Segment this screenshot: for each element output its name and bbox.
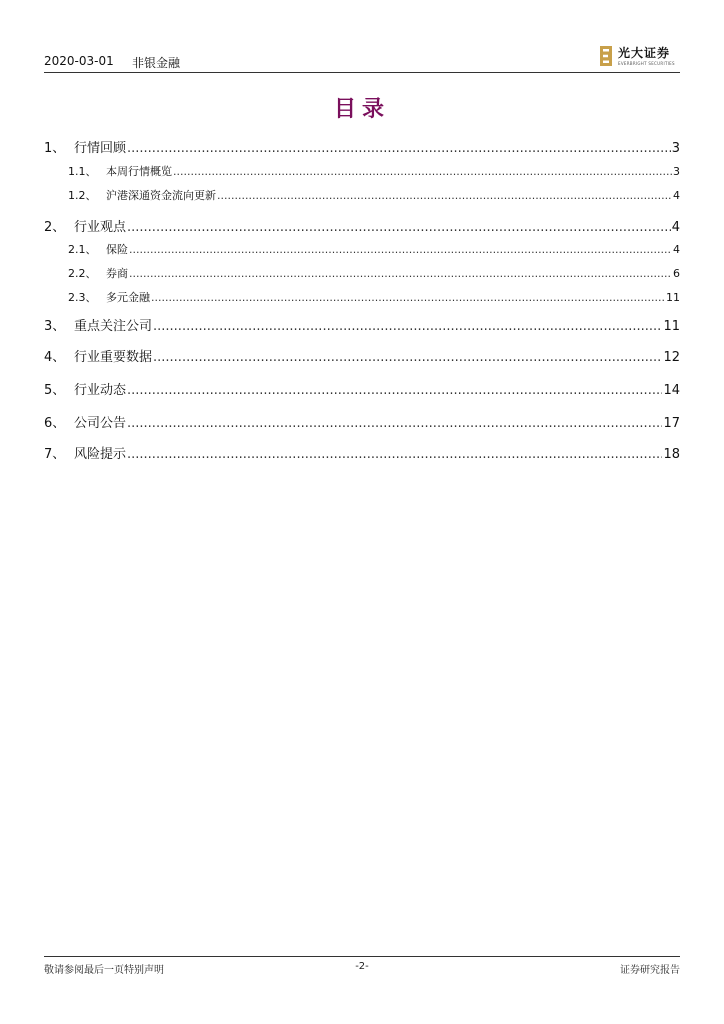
toc-entry-title: 多元金融 [106,291,150,304]
footer-report-type: 证券研究报告 [620,965,680,976]
toc-entry-title: 公司公告 [74,416,127,431]
report-date: 2020-03-01 [44,54,114,68]
toc-entry-page: 11 [663,319,680,334]
sector-name: 非银金融 [132,56,181,70]
page-header [44,46,680,72]
toc-entry[interactable] [44,443,680,461]
toc-dot-leader [129,267,672,280]
toc-entry-page: 17 [663,416,680,431]
toc-entry-number: 2.2、 [68,267,97,280]
toc-dot-leader [127,416,662,431]
toc-entry[interactable] [44,412,680,430]
toc-entry-number: 4、 [44,350,66,365]
toc-entry-title: 行业观点 [74,220,127,235]
toc-title: 目录 [333,97,390,122]
toc-entry-page: 4 [671,220,680,235]
toc-entry[interactable] [44,289,680,305]
logo-name: 光大证券 [618,46,671,60]
toc-entry[interactable] [44,241,680,257]
toc-entry-page: 4 [673,243,680,256]
toc-entry-page: 12 [663,350,680,365]
toc-entry-number: 1.1、 [68,165,97,178]
footer-disclaimer: 敬请参阅最后一页特别声明 [44,965,164,976]
toc-dot-leader [127,220,671,235]
toc-entry-number: 7、 [44,447,66,462]
toc-entry[interactable] [44,379,680,397]
toc-entry-number: 2.3、 [68,291,97,304]
toc-entry-title: 行情回顾 [74,141,127,156]
toc-entry-title: 本周行情概览 [106,165,172,178]
toc-entry-title: 重点关注公司 [74,319,153,334]
toc-entry-title: 保险 [106,243,128,256]
toc-entry-title: 券商 [106,267,128,280]
toc-entry-page: 4 [673,189,680,202]
footer-page-number: -2- [355,961,369,972]
toc-entry-number: 2、 [44,220,66,235]
toc-entry-title: 风险提示 [74,447,127,462]
toc-dot-leader [127,447,662,462]
toc-entry-number: 3、 [44,319,66,334]
toc-entry-page: 11 [666,291,680,304]
toc-dot-leader [153,319,662,334]
toc-entry-page: 14 [663,383,680,398]
toc-dot-leader [151,291,665,304]
toc-entry-title: 沪港深通资金流向更新 [106,189,216,202]
toc-entry-page: 18 [663,447,680,462]
toc-dot-leader [173,165,672,178]
toc-entry-number: 1.2、 [68,189,97,202]
logo-subtitle: EVERBRIGHT SECURITIES [618,61,675,66]
toc-dot-leader [217,189,672,202]
toc-entry-page: 6 [673,267,680,280]
toc-entry[interactable] [44,163,680,179]
toc-dot-leader [127,383,662,398]
toc-entry[interactable] [44,137,680,155]
toc-entry[interactable] [44,315,680,333]
toc-entry[interactable] [44,187,680,203]
toc-dot-leader [129,243,672,256]
toc-dot-leader [127,141,671,156]
logo-mark-icon [600,46,612,66]
toc-entry-title: 行业动态 [74,383,127,398]
toc-entry[interactable] [44,346,680,364]
toc-entry-number: 1、 [44,141,66,156]
toc-entry-number: 5、 [44,383,66,398]
toc-entry[interactable] [44,265,680,281]
toc-entry-title: 行业重要数据 [74,350,153,365]
toc-entry[interactable] [44,216,680,234]
header-rule [44,72,680,73]
toc-dot-leader [153,350,662,365]
footer-rule [44,956,680,957]
toc-entry-page: 3 [673,165,680,178]
toc-entry-number: 6、 [44,416,66,431]
toc-entry-page: 3 [671,141,680,156]
company-logo [600,44,680,70]
toc-entry-number: 2.1、 [68,243,97,256]
